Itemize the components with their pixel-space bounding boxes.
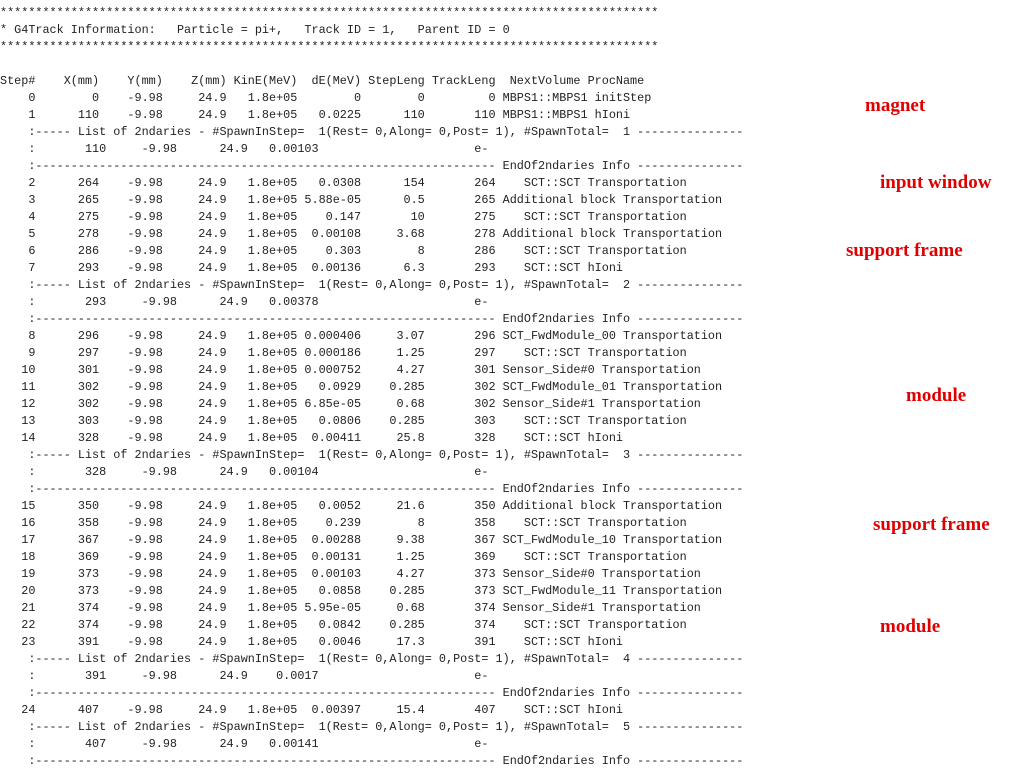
log-line: 4 275 -9.98 24.9 1.8e+05 0.147 10 275 SCT::SCT Transportation: [0, 210, 687, 224]
log-line: 21 374 -9.98 24.9 1.8e+05 5.95e-05 0.68 374 Sensor_Side#1 Transportation: [0, 601, 701, 615]
log-line: : 391 -9.98 24.9 0.0017 e-: [0, 669, 489, 683]
log-line: 7 293 -9.98 24.9 1.8e+05 0.00136 6.3 293 SCT::SCT hIoni: [0, 261, 623, 275]
log-line: :----- List of 2ndaries - #SpawnInStep= 1(Rest= 0,Along= 0,Post= 1), #SpawnTotal= 1 ---------------: [0, 125, 744, 139]
terminal-log: [0, 5, 743, 770]
log-line: [0, 56, 743, 73]
log-line: 11 302 -9.98 24.9 1.8e+05 0.0929 0.285 302 SCT_FwdModule_01 Transportation: [0, 380, 723, 394]
log-line: :----------------------------------------------------------------- EndOf2ndaries Info ---------------: [0, 482, 744, 496]
log-line: :----- List of 2ndaries - #SpawnInStep= 1(Rest= 0,Along= 0,Post= 1), #SpawnTotal= 4 ---------------: [0, 652, 744, 666]
annotation-module: module: [880, 616, 941, 637]
annotation-support-frame: support frame: [846, 240, 963, 261]
log-line: :----- List of 2ndaries - #SpawnInStep= 1(Rest= 0,Along= 0,Post= 1), #SpawnTotal= 5 ---------------: [0, 720, 744, 734]
log-line: *********************************************************************************************: [0, 40, 659, 54]
log-line: 15 350 -9.98 24.9 1.8e+05 0.0052 21.6 350 Additional block Transportation: [0, 499, 723, 513]
log-line: 14 328 -9.98 24.9 1.8e+05 0.00411 25.8 328 SCT::SCT hIoni: [0, 431, 623, 445]
log-line: 18 369 -9.98 24.9 1.8e+05 0.00131 1.25 369 SCT::SCT Transportation: [0, 550, 687, 564]
log-line: 13 303 -9.98 24.9 1.8e+05 0.0806 0.285 303 SCT::SCT Transportation: [0, 414, 687, 428]
log-line: 6 286 -9.98 24.9 1.8e+05 0.303 8 286 SCT::SCT Transportation: [0, 244, 687, 258]
log-line: 20 373 -9.98 24.9 1.8e+05 0.0858 0.285 373 SCT_FwdModule_11 Transportation: [0, 584, 723, 598]
log-line: 19 373 -9.98 24.9 1.8e+05 0.00103 4.27 373 Sensor_Side#0 Transportation: [0, 567, 701, 581]
log-line: 9 297 -9.98 24.9 1.8e+05 0.000186 1.25 297 SCT::SCT Transportation: [0, 346, 687, 360]
log-line: 10 301 -9.98 24.9 1.8e+05 0.000752 4.27 301 Sensor_Side#0 Transportation: [0, 363, 701, 377]
log-line: :----- List of 2ndaries - #SpawnInStep= 1(Rest= 0,Along= 0,Post= 1), #SpawnTotal= 2 ---------------: [0, 278, 744, 292]
log-line: : 328 -9.98 24.9 0.00104 e-: [0, 465, 489, 479]
log-line: : 407 -9.98 24.9 0.00141 e-: [0, 737, 489, 751]
annotation-support-frame: support frame: [873, 514, 990, 535]
log-line: * G4Track Information: Particle = pi+, Track ID = 1, Parent ID = 0: [0, 23, 510, 37]
log-line: 12 302 -9.98 24.9 1.8e+05 6.85e-05 0.68 302 Sensor_Side#1 Transportation: [0, 397, 701, 411]
log-line: :----------------------------------------------------------------- EndOf2ndaries Info ---------------: [0, 159, 744, 173]
log-line: 22 374 -9.98 24.9 1.8e+05 0.0842 0.285 374 SCT::SCT Transportation: [0, 618, 687, 632]
log-line: :----------------------------------------------------------------- EndOf2ndaries Info ---------------: [0, 686, 744, 700]
log-line: 5 278 -9.98 24.9 1.8e+05 0.00108 3.68 278 Additional block Transportation: [0, 227, 723, 241]
log-line: : 293 -9.98 24.9 0.00378 e-: [0, 295, 489, 309]
log-line: 17 367 -9.98 24.9 1.8e+05 0.00288 9.38 367 SCT_FwdModule_10 Transportation: [0, 533, 723, 547]
annotation-module: module: [906, 385, 967, 406]
annotation-magnet: magnet: [865, 95, 926, 116]
log-line: 0 0 -9.98 24.9 1.8e+05 0 0 0 MBPS1::MBPS1 initStep: [0, 91, 652, 105]
log-line: *********************************************************************************************: [0, 6, 659, 20]
log-line: 16 358 -9.98 24.9 1.8e+05 0.239 8 358 SCT::SCT Transportation: [0, 516, 687, 530]
log-line: 24 407 -9.98 24.9 1.8e+05 0.00397 15.4 407 SCT::SCT hIoni: [0, 703, 623, 717]
log-line: : 110 -9.98 24.9 0.00103 e-: [0, 142, 489, 156]
log-line: Step# X(mm) Y(mm) Z(mm) KinE(MeV) dE(MeV) StepLeng TrackLeng NextVolume ProcName: [0, 74, 645, 88]
log-line: 8 296 -9.98 24.9 1.8e+05 0.000406 3.07 296 SCT_FwdModule_00 Transportation: [0, 329, 723, 343]
annotation-input-window: input window: [880, 172, 992, 193]
log-line: 1 110 -9.98 24.9 1.8e+05 0.0225 110 110 MBPS1::MBPS1 hIoni: [0, 108, 631, 122]
log-line: 2 264 -9.98 24.9 1.8e+05 0.0308 154 264 SCT::SCT Transportation: [0, 176, 687, 190]
log-line: 23 391 -9.98 24.9 1.8e+05 0.0046 17.3 391 SCT::SCT hIoni: [0, 635, 623, 649]
log-line: :----- List of 2ndaries - #SpawnInStep= 1(Rest= 0,Along= 0,Post= 1), #SpawnTotal= 3 ---------------: [0, 448, 744, 462]
log-line: :----------------------------------------------------------------- EndOf2ndaries Info ---------------: [0, 754, 744, 768]
log-line: :----------------------------------------------------------------- EndOf2ndaries Info ---------------: [0, 312, 744, 326]
log-line: 3 265 -9.98 24.9 1.8e+05 5.88e-05 0.5 265 Additional block Transportation: [0, 193, 723, 207]
